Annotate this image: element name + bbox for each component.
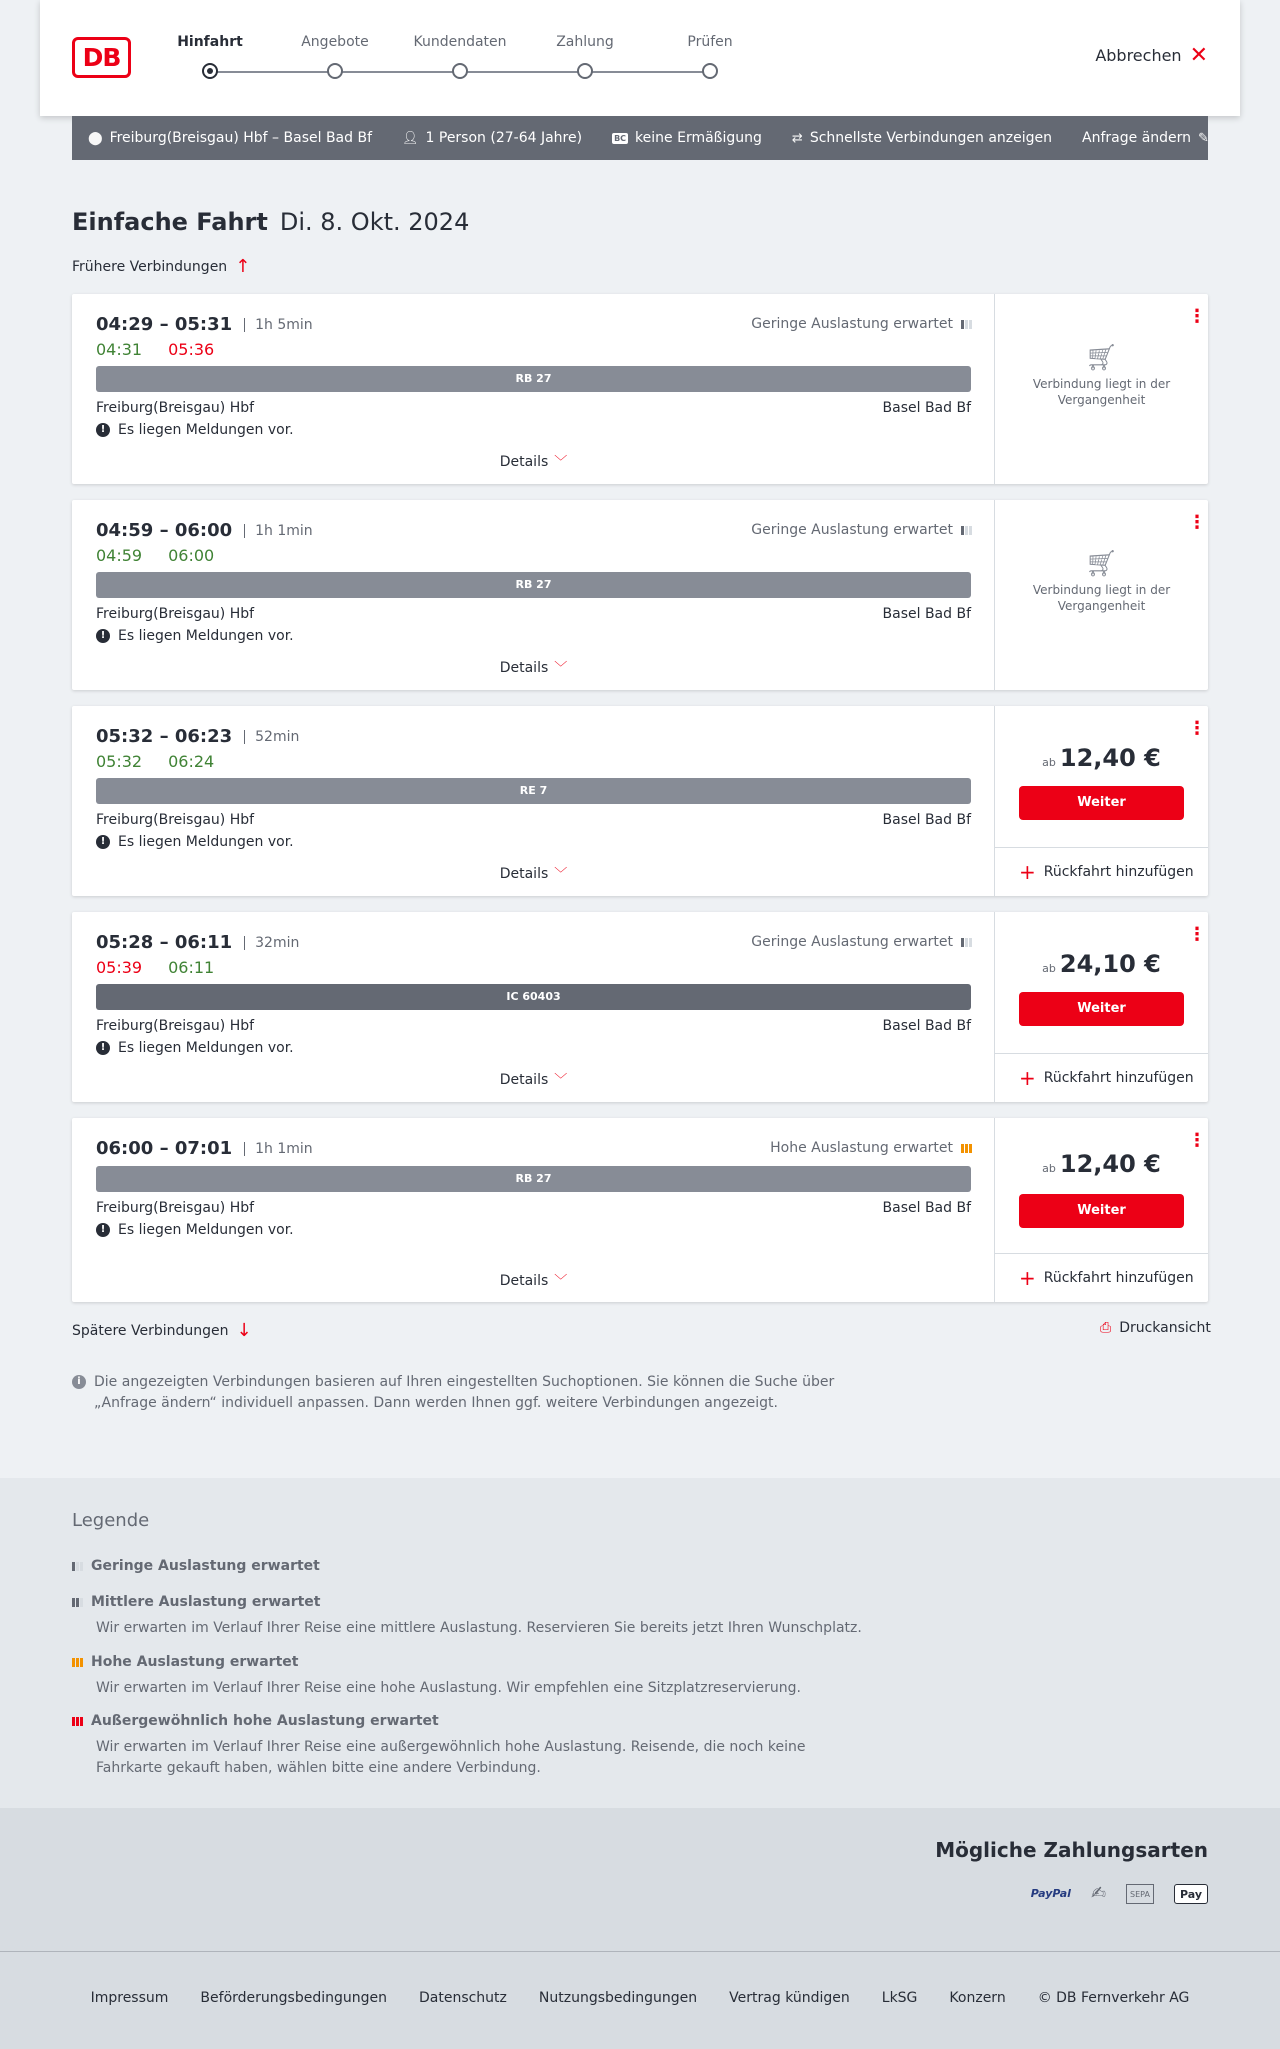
step-kundendaten: Kundendaten <box>400 34 520 54</box>
chevron-down-icon: ﹀ <box>554 1274 568 1289</box>
legend-item-medium: Mittlere Auslastung erwartet Wir erwarten im Verlauf Ihrer Reise eine mittlere Auslastung. Reservieren Sie bereits jetzt Ihren Wunschplatz. <box>72 1594 872 1639</box>
connection-times: 05:28 – 06:11 32min <box>96 932 300 953</box>
details-toggle[interactable]: Details ﹀ <box>499 454 568 470</box>
duration: 52min <box>244 730 299 744</box>
search-info-notice: i Die angezeigten Verbindungen basieren auf Ihren eingestellten Suchoptionen. Sie können die Suche über „Anfrage ändern“ individuell anpassen. Dann werden Ihnen ggf. weitere Verbindungen angezeigt. <box>72 1372 852 1414</box>
later-connections-link[interactable]: Spätere Verbindungen ↓ <box>72 1320 252 1341</box>
message-notice: ! Es liegen Meldungen vor. <box>96 834 294 850</box>
occupancy-low-icon <box>961 526 972 535</box>
warning-icon: ! <box>96 423 110 437</box>
connection-card <box>72 706 1208 896</box>
train-line-bar[interactable]: RB 27 <box>96 572 971 598</box>
step-zahlung: Zahlung <box>525 34 645 54</box>
connection-times: 06:00 – 07:01 1h 1min <box>96 1138 313 1159</box>
stations: Freiburg(Breisgau) Hbf Basel Bad Bf <box>96 812 971 828</box>
more-options-icon[interactable]: ⋮ <box>1188 306 1206 327</box>
occupancy-medium-icon <box>72 1598 83 1607</box>
train-line-bar[interactable]: RB 27 <box>96 1166 971 1192</box>
occupancy-low-icon <box>72 1562 83 1571</box>
header <box>40 0 1240 116</box>
connection-times: 04:29 – 05:31 1h 5min <box>96 314 313 335</box>
step-dot <box>452 63 468 79</box>
legend <box>0 1478 1280 1808</box>
step-dot <box>577 63 593 79</box>
continue-button[interactable]: Weiter <box>1019 786 1184 820</box>
connection-card <box>72 912 1208 1102</box>
occupancy-high-icon <box>961 1144 972 1153</box>
past-connection-notice: 🛒︎ Verbindung liegt in der Vergangenheit <box>995 556 1208 614</box>
occupancy-extreme-icon <box>72 1717 83 1726</box>
plus-icon: + <box>1019 1266 1036 1290</box>
duration: 1h 1min <box>244 1142 313 1156</box>
duration: 32min <box>244 936 299 950</box>
plus-icon: + <box>1019 1066 1036 1090</box>
continue-button[interactable]: Weiter <box>1019 1194 1184 1228</box>
apple-pay-icon: Pay <box>1174 1884 1208 1904</box>
add-return-button[interactable]: + Rückfahrt hinzufügen <box>995 1253 1208 1302</box>
route-info: ⬤ Freiburg(Breisgau) Hbf – Basel Bad Bf <box>88 130 372 146</box>
warning-icon: ! <box>96 629 110 643</box>
footer-link-datenschutz[interactable]: Datenschutz <box>418 1989 507 2006</box>
train-line-bar[interactable]: RB 27 <box>96 366 971 392</box>
pencil-icon: ✎ <box>1198 130 1209 146</box>
search-summary-bar <box>72 116 1208 160</box>
duration: 1h 5min <box>244 318 313 332</box>
occupancy-info: Geringe Auslastung erwartet <box>751 934 972 950</box>
legend-title: Legende <box>72 1510 150 1531</box>
chevron-down-icon: ﹀ <box>554 867 568 882</box>
message-notice: ! Es liegen Meldungen vor. <box>96 1040 294 1056</box>
credit-card-hand-icon: ✍ <box>1090 1883 1107 1904</box>
fastest-connections-toggle[interactable]: ⇄ Schnellste Verbindungen anzeigen <box>791 130 1053 146</box>
step-dot <box>327 63 343 79</box>
connection-card <box>72 1118 1208 1302</box>
warning-icon: ! <box>96 1041 110 1055</box>
cart-unavailable-icon: 🛒︎ <box>1084 549 1118 579</box>
connection-card <box>72 500 1208 690</box>
footer-link-impressum[interactable]: Impressum <box>90 1989 169 2006</box>
occupancy-info: Hohe Auslastung erwartet <box>770 1140 972 1156</box>
occupancy-high-icon <box>72 1658 83 1667</box>
price: ab 24,10 € <box>1042 950 1161 978</box>
traveller-info: 👤︎ 1 Person (27-64 Jahre) <box>402 130 583 146</box>
realtime-times: 04:59 06:00 <box>96 546 215 565</box>
price: ab 12,40 € <box>1042 744 1161 772</box>
cart-unavailable-icon: 🛒︎ <box>1084 343 1118 373</box>
add-return-button[interactable]: + Rückfahrt hinzufügen <box>995 1053 1208 1102</box>
more-options-icon[interactable]: ⋮ <box>1188 1130 1206 1151</box>
sepa-icon: SEPA <box>1126 1884 1154 1904</box>
train-line-bar[interactable]: IC 60403 <box>96 984 971 1010</box>
occupancy-low-icon <box>961 320 972 329</box>
step-dot <box>202 63 218 79</box>
footer-link-lksg[interactable]: LkSG <box>881 1989 918 2006</box>
step-angebote: Angebote <box>275 34 395 54</box>
location-pin-icon: ⬤ <box>88 130 103 146</box>
legend-item-low: Geringe Auslastung erwartet <box>72 1558 872 1574</box>
more-options-icon[interactable]: ⋮ <box>1188 718 1206 739</box>
stations: Freiburg(Breisgau) Hbf Basel Bad Bf <box>96 1018 971 1034</box>
step-hinfahrt: Hinfahrt <box>150 34 270 54</box>
chevron-down-icon: ﹀ <box>554 1073 568 1088</box>
details-toggle[interactable]: Details ﹀ <box>499 866 568 882</box>
discount-info: BC keine Ermäßigung <box>614 130 762 146</box>
person-icon: 👤︎ <box>402 130 419 146</box>
step-dot <box>702 63 718 79</box>
occupancy-info: Geringe Auslastung erwartet <box>751 316 972 332</box>
more-options-icon[interactable]: ⋮ <box>1188 512 1206 533</box>
close-icon: ✕ <box>1189 42 1208 68</box>
legend-item-extreme: Außergewöhnlich hohe Auslastung erwartet Wir erwarten im Verlauf Ihrer Reise eine außergewöhnlich hohe Auslastung. Reisende, die noch keine Fahrkarte gekauft haben, wählen bitte eine andere Verbindung. <box>72 1713 872 1779</box>
continue-button[interactable]: Weiter <box>1019 992 1184 1026</box>
arrow-up-icon: ↑ <box>235 256 251 277</box>
db-logo[interactable]: DB <box>72 37 131 78</box>
message-notice: ! Es liegen Meldungen vor. <box>96 628 294 644</box>
plus-icon: + <box>1019 860 1036 884</box>
price: ab 12,40 € <box>1042 1150 1161 1178</box>
warning-icon: ! <box>96 1223 110 1237</box>
bahncard-icon: BC <box>614 133 627 143</box>
paypal-icon: PayPal <box>1030 1887 1071 1900</box>
message-notice: ! Es liegen Meldungen vor. <box>96 1222 294 1238</box>
more-options-icon[interactable]: ⋮ <box>1188 924 1206 945</box>
duration: 1h 1min <box>244 524 313 538</box>
chevron-down-icon: ﹀ <box>554 661 568 676</box>
footer-link-konzern[interactable]: Konzern <box>949 1989 1006 2006</box>
stations: Freiburg(Breisgau) Hbf Basel Bad Bf <box>96 400 971 416</box>
warning-icon: ! <box>96 835 110 849</box>
connection-times: 04:59 – 06:00 1h 1min <box>96 520 313 541</box>
connection-card <box>72 294 1208 484</box>
payment-methods <box>0 1808 1280 1952</box>
step-pruefen: Prüfen <box>650 34 770 54</box>
change-request-button[interactable]: Anfrage ändern ✎ <box>1082 130 1209 146</box>
footer <box>0 1952 1280 2049</box>
printer-icon: ⎙ <box>1100 1320 1112 1336</box>
details-toggle[interactable]: Details ﹀ <box>499 1273 568 1289</box>
arrow-down-icon: ↓ <box>236 1320 252 1341</box>
legend-item-high: Hohe Auslastung erwartet Wir erwarten im Verlauf Ihrer Reise eine hohe Auslastung. Wir empfehlen eine Sitzplatzreservierung. <box>72 1654 872 1699</box>
footer-link-nutzungsbedingungen[interactable]: Nutzungsbedingungen <box>538 1989 698 2006</box>
connection-times: 05:32 – 06:23 52min <box>96 726 300 747</box>
footer-copyright: © DB Fernverkehr AG <box>1037 1989 1190 2006</box>
occupancy-info: Geringe Auslastung erwartet <box>751 522 972 538</box>
chevron-down-icon: ﹀ <box>554 455 568 470</box>
realtime-times: 04:31 05:36 <box>96 340 215 359</box>
payment-title: Mögliche Zahlungsarten <box>935 1838 1208 1862</box>
page-title: Einfache Fahrt Di. 8. Okt. 2024 <box>72 208 470 236</box>
stations: Freiburg(Breisgau) Hbf Basel Bad Bf <box>96 606 971 622</box>
details-toggle[interactable]: Details ﹀ <box>499 1072 568 1088</box>
swap-icon: ⇄ <box>791 130 803 146</box>
occupancy-low-icon <box>961 938 972 947</box>
footer-link-befoerderungsbedingungen[interactable]: Beförderungsbedingungen <box>200 1989 387 2006</box>
message-notice: ! Es liegen Meldungen vor. <box>96 422 294 438</box>
train-line-bar[interactable]: RE 7 <box>96 778 971 804</box>
realtime-times: 05:32 06:24 <box>96 752 215 771</box>
add-return-button[interactable]: + Rückfahrt hinzufügen <box>995 847 1208 896</box>
info-icon: i <box>72 1375 86 1389</box>
stations: Freiburg(Breisgau) Hbf Basel Bad Bf <box>96 1200 971 1216</box>
past-connection-notice: 🛒︎ Verbindung liegt in der Vergangenheit <box>995 350 1208 408</box>
footer-link-vertrag-kuendigen[interactable]: Vertrag kündigen <box>729 1989 850 2006</box>
earlier-connections-link[interactable]: Frühere Verbindungen ↑ <box>72 256 251 277</box>
print-view-link[interactable]: ⎙ Druckansicht <box>1100 1320 1211 1336</box>
cancel-button[interactable]: Abbrechen ✕ <box>1095 42 1208 68</box>
details-toggle[interactable]: Details ﹀ <box>499 660 568 676</box>
realtime-times: 05:39 06:11 <box>96 958 215 977</box>
